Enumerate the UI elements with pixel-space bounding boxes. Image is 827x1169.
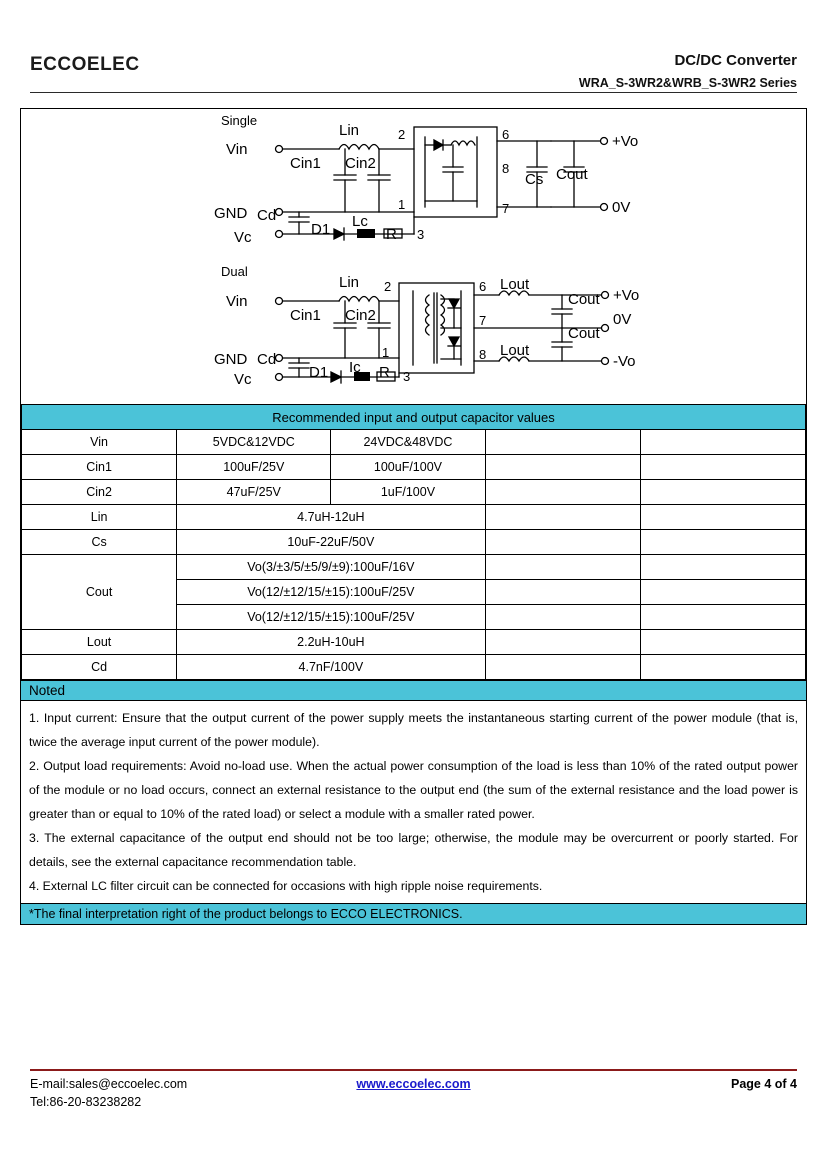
footer-email: E-mail:sales@eccoelec.com <box>30 1077 188 1091</box>
row-label: Vin <box>22 430 177 455</box>
table-row <box>22 630 806 655</box>
dual-gnd-label: GND <box>214 351 248 368</box>
dual-lout-bottom-label: Lout <box>500 342 530 359</box>
row-label: Lin <box>22 505 177 530</box>
dual-cd-label: Cd <box>257 351 277 368</box>
note-item: 1. Input current: Ensure that the output current of the power supply meets the instantaneous starting current of the power module (that is, twice the average input current of the power module). <box>29 711 798 749</box>
header-divider <box>30 92 797 93</box>
table-band-title: Recommended input and output capacitor values <box>22 405 806 430</box>
table-row-cout <box>22 555 806 580</box>
single-cout-label: Cout <box>556 166 588 183</box>
row-label: Cin1 <box>22 455 177 480</box>
table-row <box>22 480 806 505</box>
note-item: 2. Output load requirements: Avoid no-load use. When the actual power consumption of the load is less than 10% of the rated output power of the module or no load occurs, connect an external resistance to the output end (the sum of the external resistance and the load power is greater than or equal to 10% of the rated load) or select a module with a smaller rated power. <box>29 758 798 821</box>
row-value-span: 2.2uH-10uH <box>177 630 485 655</box>
single-gnd-label: GND <box>214 205 248 222</box>
single-pin-2: 2 <box>398 127 406 142</box>
dual-pin-2: 2 <box>384 279 392 294</box>
row-value-4 <box>640 430 805 455</box>
dual-vo-pos-label: +Vo <box>613 287 640 304</box>
document-series: WRA_S-3WR2&WRB_S-3WR2 Series <box>578 76 797 90</box>
notes-list <box>21 701 806 903</box>
single-pin-7: 7 <box>502 201 510 216</box>
dual-cout-top-label: Cout <box>568 291 600 308</box>
single-vc-label: Vc <box>234 229 252 246</box>
single-cin1-label: Cin1 <box>290 155 321 172</box>
single-pin-1: 1 <box>398 197 406 212</box>
row-value-2: 24VDC&48VDC <box>331 430 485 455</box>
table-row <box>22 655 806 680</box>
main-content-box <box>20 108 807 925</box>
row-value-4 <box>640 480 805 505</box>
row-value-4 <box>640 630 805 655</box>
single-pin-3: 3 <box>417 227 425 242</box>
application-circuit-svg <box>21 109 806 402</box>
single-lc-label: Lc <box>352 213 368 230</box>
row-value-3 <box>485 630 640 655</box>
row-value-4 <box>640 605 805 630</box>
row-value-3 <box>485 530 640 555</box>
single-cd-label: Cd <box>257 207 277 224</box>
footer-page-number: Page 4 of 4 <box>731 1077 797 1091</box>
cout-value-2: Vo(12/±12/15/±15):100uF/25V <box>177 580 485 605</box>
company-logo-text: ECCOELEC <box>30 54 140 75</box>
single-pin-6: 6 <box>502 127 510 142</box>
row-value-3 <box>485 455 640 480</box>
dual-d1-label: D1 <box>309 364 329 381</box>
row-value-4 <box>640 505 805 530</box>
dual-vo-neg-label: -Vo <box>613 353 636 370</box>
table-row <box>22 505 806 530</box>
dual-lin-label: Lin <box>339 274 360 291</box>
row-value-1: 100uF/25V <box>177 455 331 480</box>
dual-pin-7: 7 <box>479 313 487 328</box>
single-section-label: Single <box>221 113 258 128</box>
interpretation-note: *The final interpretation right of the product belongs to ECCO ELECTRONICS. <box>21 903 806 924</box>
row-value-4 <box>640 555 805 580</box>
row-value-span: 4.7nF/100V <box>177 655 485 680</box>
dual-lout-top-label: Lout <box>500 276 530 293</box>
row-value-span: 10uF-22uF/50V <box>177 530 485 555</box>
page-header <box>30 52 797 104</box>
dual-vc-label: Vc <box>234 371 252 388</box>
dual-section-label: Dual <box>221 264 248 279</box>
single-vin-label: Vin <box>226 141 248 158</box>
row-value-3 <box>485 505 640 530</box>
single-pin-8: 8 <box>502 161 510 176</box>
dual-pin-3: 3 <box>403 369 411 384</box>
dual-pin-1: 1 <box>382 345 390 360</box>
row-value-3 <box>485 655 640 680</box>
dual-r-label: R <box>379 364 390 381</box>
dual-cin1-label: Cin1 <box>290 307 321 324</box>
note-item: 4. External LC filter circuit can be connected for occasions with high ripple noise requirements. <box>29 878 543 893</box>
dual-pin-6: 6 <box>479 279 487 294</box>
row-label: Cin2 <box>22 480 177 505</box>
row-value-3 <box>485 580 640 605</box>
dual-cin2-label: Cin2 <box>345 307 376 324</box>
row-label-cout: Cout <box>22 555 177 630</box>
row-value-3 <box>485 480 640 505</box>
row-label: Cd <box>22 655 177 680</box>
row-value-2: 100uF/100V <box>331 455 485 480</box>
page-footer <box>30 1069 797 1113</box>
dual-lc-label: Ic <box>349 359 361 376</box>
dual-pin-8: 8 <box>479 347 487 362</box>
dual-0v-label: 0V <box>613 311 632 328</box>
table-row <box>22 530 806 555</box>
row-label: Lout <box>22 630 177 655</box>
row-value-3 <box>485 430 640 455</box>
row-label: Cs <box>22 530 177 555</box>
single-vo-pos-label: +Vo <box>612 133 639 150</box>
row-value-3 <box>485 555 640 580</box>
single-cin2-label: Cin2 <box>345 155 376 172</box>
single-cs-label: Cs <box>525 171 544 188</box>
table-band-header <box>22 405 806 430</box>
note-item: 3. The external capacitance of the output end should not be too large; otherwise, the module may be overcurrent or poorly started. For details, see the external capacitance recommendation table. <box>29 830 798 869</box>
table-row <box>22 430 806 455</box>
cout-value-3: Vo(12/±12/15/±15):100uF/25V <box>177 605 485 630</box>
single-lin-label: Lin <box>339 122 360 139</box>
dual-cout-bottom-label: Cout <box>568 325 600 342</box>
row-value-3 <box>485 605 640 630</box>
row-value-4 <box>640 455 805 480</box>
schematic-diagrams <box>21 109 806 404</box>
single-0v-label: 0V <box>612 199 631 216</box>
document-title: DC/DC Converter <box>674 52 797 69</box>
single-r-label: R <box>386 226 397 243</box>
row-value-4 <box>640 655 805 680</box>
footer-row-2 <box>30 1095 797 1113</box>
footer-website-link[interactable]: www.eccoelec.com <box>356 1077 471 1091</box>
noted-band-title: Noted <box>21 680 806 701</box>
row-value-1: 5VDC&12VDC <box>177 430 331 455</box>
footer-row-1 <box>30 1077 797 1095</box>
footer-divider <box>30 1069 797 1071</box>
single-d1-label: D1 <box>311 221 331 238</box>
row-value-4 <box>640 530 805 555</box>
cout-value-1: Vo(3/±3/5/±5/9/±9):100uF/16V <box>177 555 485 580</box>
footer-tel: Tel:86-20-83238282 <box>30 1095 142 1109</box>
header-right <box>579 52 797 90</box>
row-value-span: 4.7uH-12uH <box>177 505 485 530</box>
row-value-4 <box>640 580 805 605</box>
dual-vin-label: Vin <box>226 293 248 310</box>
capacitor-values-table <box>21 404 806 680</box>
table-row <box>22 455 806 480</box>
row-value-1: 47uF/25V <box>177 480 331 505</box>
row-value-2: 1uF/100V <box>331 480 485 505</box>
